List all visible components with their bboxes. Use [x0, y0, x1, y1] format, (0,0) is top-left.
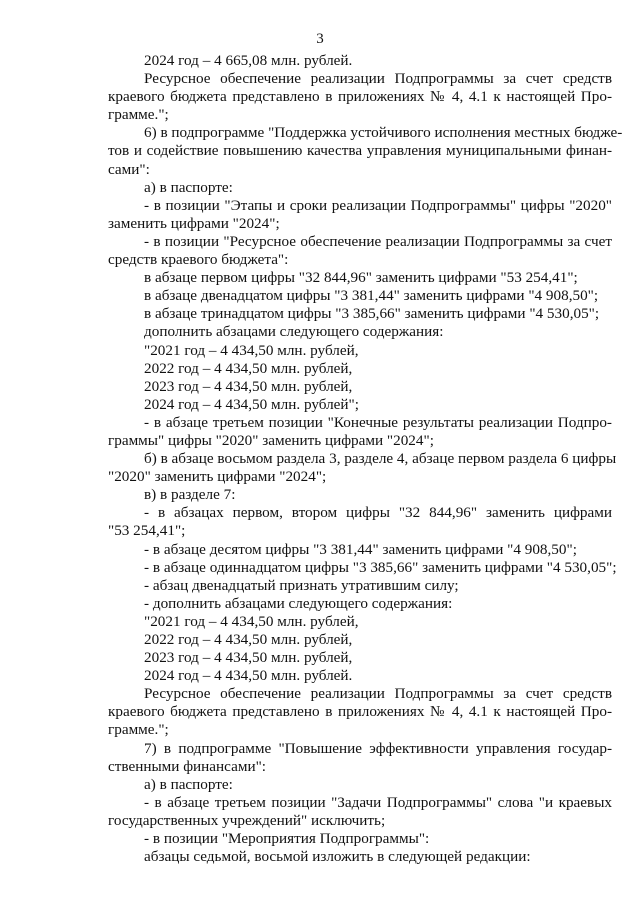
text-line: краевого бюджета представлено в приложениях № 4, 4.1 к настоящей Про- [108, 703, 612, 721]
page-number: 3 [316, 31, 324, 47]
text-line: грамме."; [108, 721, 169, 739]
text-line: - дополнить абзацами следующего содержания: [144, 594, 453, 612]
text-line: 2022 год – 4 434,50 млн. рублей, [144, 359, 353, 377]
text-line: "2020" заменить цифрами "2024"; [108, 468, 327, 486]
text-line: - в позиции "Мероприятия Подпрограммы": [144, 830, 430, 848]
text-line: 2024 год – 4 434,50 млн. рублей. [144, 667, 353, 685]
text-line: - в абзаце третьем позиции "Задачи Подпрограммы" слова "и краевых [144, 793, 612, 811]
text-line: - абзац двенадцатый признать утратившим силу; [144, 576, 459, 594]
text-line: "2021 год – 4 434,50 млн. рублей, [144, 612, 359, 630]
text-line: 7) в подпрограмме "Повышение эффективности управления государ- [144, 739, 612, 757]
text-line: 2023 год – 4 434,50 млн. рублей, [144, 649, 353, 667]
text-line: 6) в подпрограмме "Поддержка устойчивого исполнения местных бюдже- [144, 124, 623, 142]
text-line: абзацы седьмой, восьмой изложить в следующей редакции: [144, 848, 531, 866]
text-line: "2021 год – 4 434,50 млн. рублей, [144, 341, 359, 359]
text-line: 2023 год – 4 434,50 млн. рублей, [144, 377, 353, 395]
text-line: 2022 год – 4 434,50 млн. рублей, [144, 631, 353, 648]
text-line: заменить цифрами "2024"; [108, 214, 280, 232]
text-line: 2024 год – 4 434,50 млн. рублей"; [144, 395, 359, 413]
text-line: средств краевого бюджета": [108, 251, 289, 269]
text-line: 2024 год – 4 665,08 млн. рублей. [144, 52, 353, 69]
text-line: б) в абзаце восьмом раздела 3, разделе 4, абзаце первом раздела 6 цифры [144, 450, 617, 468]
text-line: тов и содействие повышению качества управления муниципальными финан- [108, 142, 612, 160]
text-line: в абзаце первом цифры "32 844,96" заменить цифрами "53 254,41"; [144, 269, 578, 287]
text-line: Ресурсное обеспечение реализации Подпрограммы за счет средств [144, 70, 612, 88]
text-line: а) в паспорте: [144, 178, 233, 196]
text-line: грамме."; [108, 106, 169, 124]
text-line: в) в разделе 7: [144, 486, 236, 504]
text-line: государственных учреждений" исключить; [108, 811, 386, 829]
text-line: - в абзаце третьем позиции "Конечные результаты реализации Подпро- [144, 413, 612, 431]
text-line: ственными финансами": [108, 757, 266, 775]
text-line: краевого бюджета представлено в приложениях № 4, 4.1 к настоящей Про- [108, 88, 612, 106]
text-line: дополнить абзацами следующего содержания: [144, 323, 444, 341]
text-line: - в абзаце одиннадцатом цифры "3 385,66" заменить цифрами "4 530,05"; [144, 558, 617, 576]
document-body [108, 52, 623, 866]
text-line: - в позиции "Ресурсное обеспечение реализации Подпрограммы за счет [144, 232, 612, 250]
text-line: а) в паспорте: [144, 775, 233, 793]
text-line: в абзаце тринадцатом цифры "3 385,66" заменить цифрами "4 530,05"; [144, 305, 600, 323]
text-line: Ресурсное обеспечение реализации Подпрограммы за счет средств [144, 685, 612, 703]
text-line: - в позиции "Этапы и сроки реализации Подпрограммы" цифры "2020" [144, 196, 612, 214]
text-line: "53 254,41"; [108, 522, 186, 540]
text-line: - в абзаце десятом цифры "3 381,44" заменить цифрами "4 908,50"; [144, 540, 577, 558]
text-line: сами": [108, 160, 150, 178]
text-line: - в абзацах первом, втором цифры "32 844,96" заменить цифрами [144, 504, 612, 522]
text-line: в абзаце двенадцатом цифры "3 381,44" заменить цифрами "4 908,50"; [144, 287, 599, 305]
text-line: граммы" цифры "2020" заменить цифрами "2024"; [108, 431, 434, 449]
